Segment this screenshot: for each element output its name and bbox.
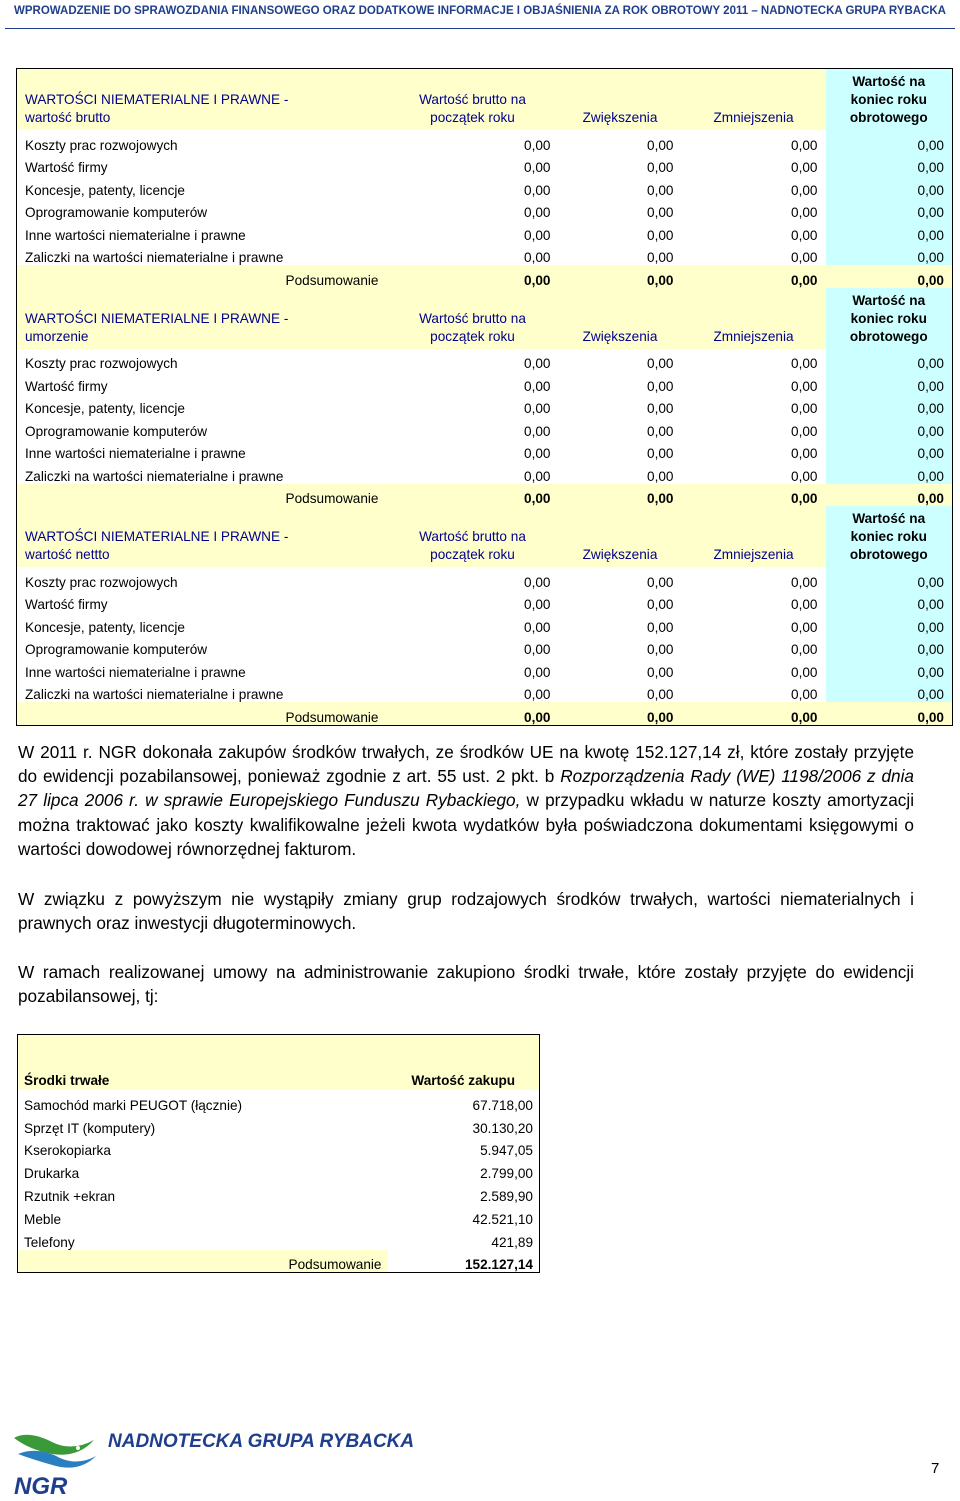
col-start-value: Wartość brutto na początek roku <box>387 506 559 567</box>
cell-start: 0,00 <box>524 664 551 680</box>
asset-name: Kserokopiarka <box>24 1143 111 1159</box>
cell-start: 0,00 <box>524 137 551 153</box>
table-row <box>17 590 953 613</box>
cell-end: 0,00 <box>826 220 953 243</box>
summary-label: Podsumowanie <box>17 265 387 288</box>
table-row <box>17 153 953 176</box>
cell-end: 0,00 <box>826 243 953 266</box>
row-label: Inne wartości niematerialne i prawne <box>25 227 246 243</box>
col-increases: Zwiększenia <box>559 69 682 131</box>
cell-decrease: 0,00 <box>791 378 818 394</box>
cell-increase: 0,00 <box>647 423 674 439</box>
cell-increase: 0,00 <box>647 356 674 371</box>
col-decreases: Zmniejszenia <box>682 288 826 349</box>
table-row <box>17 175 953 198</box>
row-label: Oprogramowanie komputerów <box>25 205 208 220</box>
summary-decrease: 0,00 <box>682 484 826 507</box>
cell-end: 0,00 <box>826 394 953 417</box>
cell-decrease: 0,00 <box>791 446 818 461</box>
cell-start: 0,00 <box>524 687 551 702</box>
cell-end: 0,00 <box>826 461 953 484</box>
cell-increase: 0,00 <box>647 664 674 680</box>
col-increases: Zwiększenia <box>559 288 682 349</box>
cell-increase: 0,00 <box>647 137 674 153</box>
asset-value: 67.718,00 <box>472 1097 533 1113</box>
table-row <box>17 612 953 635</box>
cell-start: 0,00 <box>524 619 551 635</box>
assets-summary-value: 152.127,14 <box>464 1257 533 1273</box>
asset-name: Samochód marki PEUGOT (łącznie) <box>24 1097 243 1113</box>
summary-decrease: 0,00 <box>682 265 826 288</box>
cell-decrease: 0,00 <box>791 205 818 220</box>
summary-row <box>17 702 953 725</box>
summary-end: 0,00 <box>826 702 953 725</box>
cell-increase: 0,00 <box>647 378 674 394</box>
cell-decrease: 0,00 <box>791 227 818 243</box>
row-label: Oprogramowanie komputerów <box>25 642 208 657</box>
asset-name: Telefony <box>24 1234 75 1250</box>
cell-start: 0,00 <box>524 423 551 439</box>
col-end-value: Wartość na koniec roku obrotowego <box>826 506 953 567</box>
paragraph-citation: Rozporządzenia Rady (WE) 1198/2006 z dnia 27 lipca 2006 r. w sprawie Europejskiego Funduszu Rybackiego, <box>18 766 914 811</box>
ngr-logo <box>8 1432 100 1498</box>
cell-end: 0,00 <box>826 612 953 635</box>
col-decreases: Zmniejszenia <box>682 69 826 131</box>
row-label: Zaliczki na wartości niematerialne i prawne <box>25 250 284 265</box>
cell-end: 0,00 <box>826 590 953 613</box>
header-divider <box>5 28 955 29</box>
asset-row <box>18 1181 540 1204</box>
summary-increase: 0,00 <box>559 265 682 288</box>
logo-text: NGR <box>14 1473 68 1498</box>
cell-decrease: 0,00 <box>791 401 818 416</box>
row-label: Koncesje, patenty, licencje <box>25 182 185 198</box>
cell-decrease: 0,00 <box>791 574 818 590</box>
asset-row <box>18 1136 540 1159</box>
table-row <box>17 439 953 462</box>
cell-end: 0,00 <box>826 349 953 372</box>
assets-col-value: Wartość zakupu <box>388 1035 540 1091</box>
table-row <box>17 657 953 680</box>
section-header-row <box>17 506 953 567</box>
col-decreases: Zmniejszenia <box>682 506 826 567</box>
summary-increase: 0,00 <box>559 702 682 725</box>
cell-increase: 0,00 <box>647 160 674 175</box>
summary-label: Podsumowanie <box>17 702 387 725</box>
asset-value: 421,89 <box>491 1234 533 1250</box>
cell-end: 0,00 <box>826 657 953 680</box>
cell-end: 0,00 <box>826 680 953 703</box>
assets-summary-label: Podsumowanie <box>18 1250 388 1273</box>
table-row <box>17 349 953 372</box>
row-label: Koszty prac rozwojowych <box>25 574 178 590</box>
assets-summary-row <box>18 1250 540 1273</box>
cell-end: 0,00 <box>826 567 953 590</box>
table-row <box>17 198 953 221</box>
table-row <box>17 243 953 266</box>
cell-start: 0,00 <box>524 446 551 461</box>
asset-value: 42.521,10 <box>472 1211 533 1227</box>
cell-end: 0,00 <box>826 130 953 153</box>
asset-name: Meble <box>24 1211 62 1227</box>
cell-increase: 0,00 <box>647 250 674 265</box>
row-label: Inne wartości niematerialne i prawne <box>25 664 246 680</box>
cell-increase: 0,00 <box>647 642 674 657</box>
cell-decrease: 0,00 <box>791 619 818 635</box>
table-row <box>17 371 953 394</box>
asset-value: 5.947,05 <box>480 1143 533 1159</box>
cell-start: 0,00 <box>524 574 551 590</box>
summary-row <box>17 265 953 288</box>
section-header-row <box>17 288 953 349</box>
asset-name: Sprzęt IT (komputery) <box>24 1120 156 1136</box>
paragraph-purchases <box>18 740 914 861</box>
row-label: Wartość firmy <box>25 597 108 612</box>
row-label: Oprogramowanie komputerów <box>25 423 208 439</box>
summary-label: Podsumowanie <box>17 484 387 507</box>
cell-decrease: 0,00 <box>791 182 818 198</box>
summary-start: 0,00 <box>387 484 559 507</box>
summary-increase: 0,00 <box>559 484 682 507</box>
asset-name: Drukarka <box>24 1166 80 1182</box>
asset-row <box>18 1204 540 1227</box>
table-row <box>17 416 953 439</box>
paragraph-administration: W ramach realizowanej umowy na administrowanie zakupiono środki trwałe, które zostały przyjęte do ewidencji pozabilansowej, tj: <box>18 962 914 1007</box>
cell-end: 0,00 <box>826 175 953 198</box>
cell-increase: 0,00 <box>647 619 674 635</box>
table-row <box>17 461 953 484</box>
paragraph-no-changes: W związku z powyższym nie wystąpiły zmiany grup rodzajowych środków trwałych, wartości niematerialnych i prawnych oraz inwestycji długoterminowych. <box>18 889 914 934</box>
cell-increase: 0,00 <box>647 687 674 702</box>
row-label: Zaliczki na wartości niematerialne i prawne <box>25 468 284 484</box>
col-increases: Zwiększenia <box>559 506 682 567</box>
table-row <box>17 394 953 417</box>
cell-start: 0,00 <box>524 642 551 657</box>
table-row <box>17 130 953 153</box>
asset-value: 30.130,20 <box>472 1120 533 1136</box>
assets-header-row <box>18 1035 540 1091</box>
section-title: WARTOŚCI NIEMATERIALNE I PRAWNE - wartość brutto <box>17 69 387 131</box>
section-title: WARTOŚCI NIEMATERIALNE I PRAWNE - wartość nettto <box>17 506 387 567</box>
cell-end: 0,00 <box>826 416 953 439</box>
row-label: Koncesje, patenty, licencje <box>25 401 185 416</box>
cell-start: 0,00 <box>524 401 551 416</box>
paragraph-text: W 2011 r. NGR dokonała zakupów środków trwałych, ze środków UE na kwotę 152.127,14 zł, które zostały przyjęte do ewidencji pozabilansowej, ponieważ zgodnie z art. 55 ust. 2 pkt. b <box>18 742 914 787</box>
cell-increase: 0,00 <box>647 401 674 416</box>
cell-start: 0,00 <box>524 205 551 220</box>
row-label: Inne wartości niematerialne i prawne <box>25 446 246 461</box>
cell-decrease: 0,00 <box>791 356 818 371</box>
cell-end: 0,00 <box>826 635 953 658</box>
cell-start: 0,00 <box>524 182 551 198</box>
cell-end: 0,00 <box>826 439 953 462</box>
row-label: Koncesje, patenty, licencje <box>25 619 185 635</box>
cell-increase: 0,00 <box>647 446 674 461</box>
cell-increase: 0,00 <box>647 574 674 590</box>
cell-start: 0,00 <box>524 250 551 265</box>
section-header-row <box>17 69 953 131</box>
fixed-assets-table <box>17 1034 540 1273</box>
intangible-assets-table <box>16 68 953 726</box>
summary-end: 0,00 <box>826 484 953 507</box>
asset-row <box>18 1113 540 1136</box>
summary-end: 0,00 <box>826 265 953 288</box>
section-title: WARTOŚCI NIEMATERIALNE I PRAWNE - umorzenie <box>17 288 387 349</box>
cell-increase: 0,00 <box>647 182 674 198</box>
col-end-value: Wartość na koniec roku obrotowego <box>826 69 953 131</box>
row-label: Wartość firmy <box>25 378 108 394</box>
summary-start: 0,00 <box>387 265 559 288</box>
asset-row <box>18 1227 540 1250</box>
footer-title: NADNOTECKA GRUPA RYBACKA <box>108 1431 415 1452</box>
cell-start: 0,00 <box>524 468 551 484</box>
cell-start: 0,00 <box>524 227 551 243</box>
summary-start: 0,00 <box>387 702 559 725</box>
row-label: Wartość firmy <box>25 160 108 175</box>
row-label: Koszty prac rozwojowych <box>25 137 178 153</box>
cell-end: 0,00 <box>826 371 953 394</box>
table-row <box>17 635 953 658</box>
cell-start: 0,00 <box>524 356 551 371</box>
cell-decrease: 0,00 <box>791 687 818 702</box>
cell-increase: 0,00 <box>647 597 674 612</box>
cell-start: 0,00 <box>524 597 551 612</box>
cell-end: 0,00 <box>826 153 953 176</box>
cell-decrease: 0,00 <box>791 664 818 680</box>
row-label: Zaliczki na wartości niematerialne i prawne <box>25 687 284 702</box>
cell-decrease: 0,00 <box>791 137 818 153</box>
cell-increase: 0,00 <box>647 227 674 243</box>
col-start-value: Wartość brutto na początek roku <box>387 288 559 349</box>
asset-name: Rzutnik +ekran <box>24 1188 116 1204</box>
asset-value: 2.589,90 <box>480 1188 533 1204</box>
col-start-value: Wartość brutto na początek roku <box>387 69 559 131</box>
assets-col-name: Środki trwałe <box>18 1035 388 1091</box>
cell-decrease: 0,00 <box>791 160 818 175</box>
cell-end: 0,00 <box>826 198 953 221</box>
cell-decrease: 0,00 <box>791 642 818 657</box>
cell-start: 0,00 <box>524 378 551 394</box>
asset-row <box>18 1158 540 1181</box>
cell-increase: 0,00 <box>647 205 674 220</box>
table-row <box>17 220 953 243</box>
cell-decrease: 0,00 <box>791 468 818 484</box>
page-header: WPROWADZENIE DO SPRAWOZDANIA FINANSOWEGO ORAZ DODATKOWE INFORMACJE I OBJAŚNIENIA ZA ROK OBROTOWY 2011 – NADNOTECKA GRUPA RYBACKA <box>14 5 946 17</box>
table-row <box>17 680 953 703</box>
asset-value: 2.799,00 <box>480 1166 533 1182</box>
table-row <box>17 567 953 590</box>
paragraph-text: w przypadku wkładu w naturze koszty amortyzacji można traktować jako koszty kwalifikowalne jeżeli kwota wydatków była poświadczona dokumentami księgowymi o wartości dowodowej równorzędnej fakturom. <box>18 790 915 859</box>
cell-decrease: 0,00 <box>791 597 818 612</box>
asset-row <box>18 1090 540 1113</box>
cell-increase: 0,00 <box>647 468 674 484</box>
summary-row <box>17 484 953 507</box>
cell-decrease: 0,00 <box>791 423 818 439</box>
cell-start: 0,00 <box>524 160 551 175</box>
summary-decrease: 0,00 <box>682 702 826 725</box>
row-label: Koszty prac rozwojowych <box>25 356 178 371</box>
page-number: 7 <box>931 1460 940 1477</box>
col-end-value: Wartość na koniec roku obrotowego <box>826 288 953 349</box>
cell-decrease: 0,00 <box>791 250 818 265</box>
